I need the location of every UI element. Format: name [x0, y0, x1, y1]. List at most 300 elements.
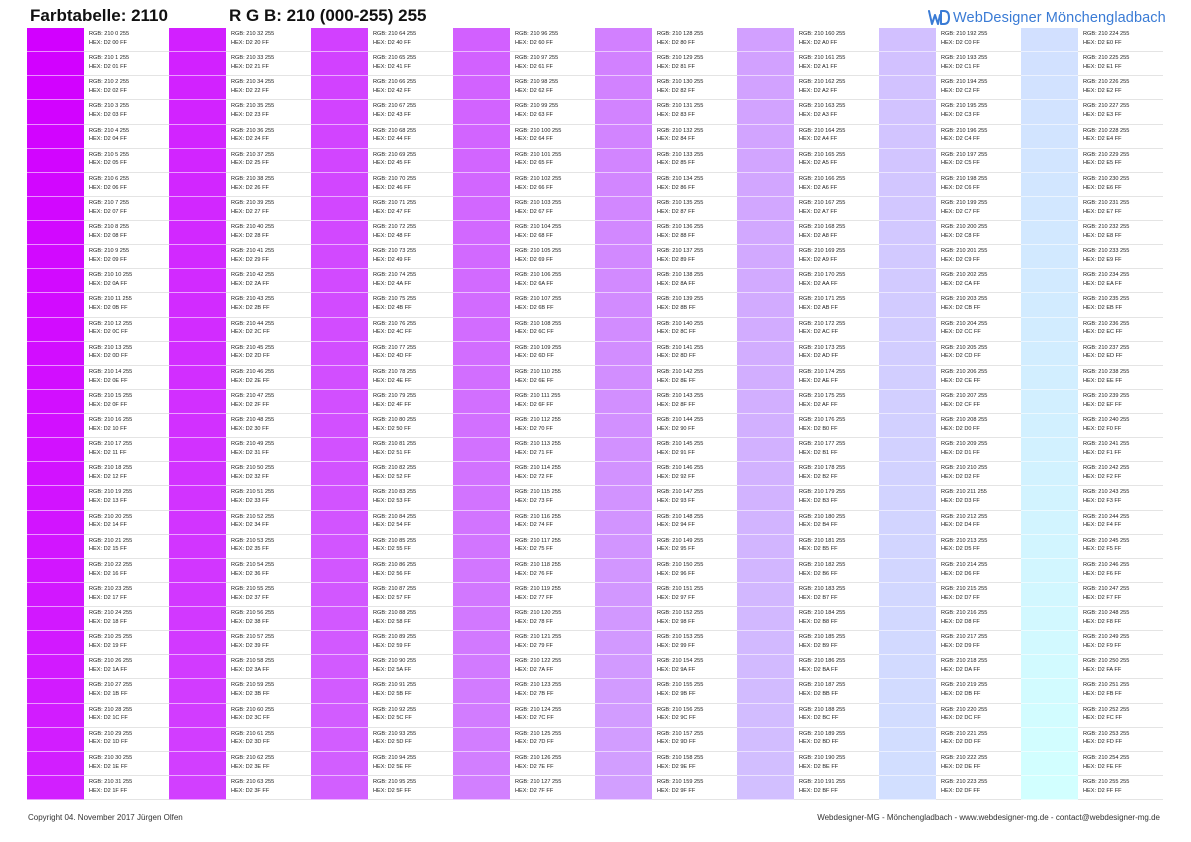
- color-label: [652, 776, 737, 800]
- rgb-value: RGB: 210 218 255: [941, 658, 988, 665]
- color-swatch: [737, 583, 794, 607]
- color-cell: [311, 149, 453, 173]
- color-cell: [595, 462, 737, 486]
- color-label: [1078, 125, 1163, 149]
- hex-value: HEX: D2 84 FF: [657, 136, 695, 143]
- rgb-value: RGB: 210 114 255: [515, 465, 561, 472]
- color-cell: [27, 704, 169, 728]
- color-swatch: [595, 583, 652, 607]
- rgb-value: RGB: 210 213 255: [941, 537, 988, 544]
- color-cell: [1021, 535, 1163, 559]
- rgb-value: RGB: 210 41 255: [231, 248, 275, 255]
- hex-value: HEX: D2 6D FF: [515, 353, 554, 360]
- color-swatch: [169, 704, 226, 728]
- color-label: [84, 607, 169, 631]
- color-label: [368, 655, 453, 679]
- color-label: [936, 245, 1021, 269]
- hex-value: HEX: D2 BA FF: [799, 667, 838, 674]
- rgb-value: RGB: 210 125 255: [515, 730, 562, 737]
- rgb-value: RGB: 210 77 255: [373, 344, 417, 351]
- hex-value: HEX: D2 BB FF: [799, 691, 839, 698]
- color-swatch: [1021, 149, 1078, 173]
- color-swatch: [1021, 462, 1078, 486]
- color-cell: [737, 28, 879, 52]
- color-cell: [737, 342, 879, 366]
- rgb-value: RGB: 210 30 255: [89, 754, 133, 761]
- rgb-value: RGB: 210 97 255: [515, 55, 559, 62]
- color-cell: [453, 149, 595, 173]
- color-label: [368, 269, 453, 293]
- color-label: [84, 366, 169, 390]
- color-cell: [311, 535, 453, 559]
- color-cell: [453, 366, 595, 390]
- color-cell: [27, 245, 169, 269]
- hex-value: HEX: D2 4A FF: [373, 281, 412, 288]
- hex-value: HEX: D2 D5 FF: [941, 546, 980, 553]
- hex-value: HEX: D2 74 FF: [515, 522, 553, 529]
- hex-value: HEX: D2 55 FF: [373, 546, 411, 553]
- color-swatch: [595, 438, 652, 462]
- color-label: [510, 607, 595, 631]
- rgb-value: RGB: 210 252 255: [1083, 706, 1130, 713]
- color-swatch: [737, 269, 794, 293]
- hex-value: HEX: D2 3F FF: [231, 787, 270, 794]
- rgb-value: RGB: 210 0 255: [89, 31, 130, 37]
- rgb-value: RGB: 210 107 255: [515, 296, 562, 303]
- hex-value: HEX: D2 72 FF: [515, 474, 553, 481]
- color-cell: [453, 197, 595, 221]
- color-label: [510, 776, 595, 800]
- rgb-value: RGB: 210 21 255: [89, 537, 133, 544]
- rgb-value: RGB: 210 89 255: [373, 634, 417, 641]
- color-label: [510, 559, 595, 583]
- hex-value: HEX: D2 FC FF: [1083, 715, 1123, 722]
- rgb-value: RGB: 210 34 255: [231, 79, 275, 86]
- color-swatch: [1021, 583, 1078, 607]
- color-table: [27, 28, 1163, 800]
- rgb-value: RGB: 210 14 255: [89, 368, 133, 375]
- color-cell: [169, 679, 311, 703]
- color-cell: [1021, 655, 1163, 679]
- color-swatch: [879, 173, 936, 197]
- rgb-value: RGB: 210 163 255: [799, 103, 846, 110]
- color-label: [1078, 486, 1163, 510]
- color-label: [510, 752, 595, 776]
- color-swatch: [595, 559, 652, 583]
- hex-value: HEX: D2 A0 FF: [799, 39, 838, 46]
- color-swatch: [169, 76, 226, 100]
- color-cell: [879, 583, 1021, 607]
- rgb-value: RGB: 210 123 255: [515, 682, 562, 689]
- rgb-value: RGB: 210 200 255: [941, 224, 988, 230]
- color-label: [1078, 679, 1163, 703]
- color-cell: [595, 752, 737, 776]
- color-label: [1078, 511, 1163, 535]
- color-cell: [1021, 269, 1163, 293]
- rgb-value: RGB: 210 50 255: [231, 465, 275, 472]
- color-cell: [879, 52, 1021, 76]
- color-label: [936, 583, 1021, 607]
- color-cell: [27, 269, 169, 293]
- color-label: [368, 28, 453, 52]
- color-swatch: [311, 607, 368, 631]
- color-swatch: [453, 559, 510, 583]
- color-swatch: [311, 100, 368, 124]
- color-swatch: [595, 173, 652, 197]
- rgb-value: RGB: 210 94 255: [373, 754, 417, 761]
- color-cell: [311, 100, 453, 124]
- rgb-value: RGB: 210 161 255: [799, 55, 846, 62]
- color-swatch: [737, 438, 794, 462]
- color-cell: [737, 76, 879, 100]
- color-swatch: [311, 390, 368, 414]
- color-cell: [595, 125, 737, 149]
- color-swatch: [453, 776, 510, 800]
- color-label: [936, 293, 1021, 317]
- rgb-value: RGB: 210 65 255: [373, 55, 417, 62]
- color-cell: [311, 414, 453, 438]
- color-swatch: [595, 728, 652, 752]
- color-label: [794, 366, 879, 390]
- color-label: [510, 52, 595, 76]
- hex-value: HEX: D2 88 FF: [657, 232, 695, 239]
- color-cell: [311, 173, 453, 197]
- color-label: [84, 752, 169, 776]
- color-swatch: [311, 631, 368, 655]
- hex-value: HEX: D2 78 FF: [515, 618, 553, 625]
- color-swatch: [453, 631, 510, 655]
- color-cell: [879, 438, 1021, 462]
- rgb-value: RGB: 210 187 255: [799, 682, 846, 689]
- hex-value: HEX: D2 B7 FF: [799, 594, 838, 601]
- rgb-value: RGB: 210 62 255: [231, 754, 275, 761]
- hex-value: HEX: D2 1C FF: [89, 715, 128, 722]
- color-label: [84, 245, 169, 269]
- color-swatch: [27, 293, 84, 317]
- color-label: [84, 704, 169, 728]
- rgb-value: RGB: 210 248 255: [1083, 610, 1130, 616]
- color-swatch: [169, 342, 226, 366]
- rgb-value: RGB: 210 5 255: [89, 151, 130, 158]
- color-cell: [311, 655, 453, 679]
- hex-value: HEX: D2 54 FF: [373, 522, 411, 529]
- rgb-value: RGB: 210 20 255: [89, 513, 133, 520]
- color-label: [368, 583, 453, 607]
- color-label: [1078, 583, 1163, 607]
- color-label: [936, 28, 1021, 52]
- color-cell: [169, 655, 311, 679]
- color-swatch: [1021, 535, 1078, 559]
- color-label: [368, 462, 453, 486]
- rgb-value: RGB: 210 112 255: [515, 417, 561, 423]
- hex-value: HEX: D2 19 FF: [89, 642, 127, 649]
- color-label: [936, 679, 1021, 703]
- color-label: [936, 462, 1021, 486]
- color-swatch: [879, 776, 936, 800]
- rgb-value: RGB: 210 51 255: [231, 489, 275, 496]
- color-label: [1078, 366, 1163, 390]
- rgb-value: RGB: 210 188 255: [799, 706, 846, 713]
- rgb-value: RGB: 210 52 255: [231, 513, 275, 520]
- hex-value: HEX: D2 48 FF: [373, 232, 411, 239]
- color-label: [368, 149, 453, 173]
- hex-value: HEX: D2 69 FF: [515, 256, 553, 263]
- hex-value: HEX: D2 E9 FF: [1083, 256, 1122, 263]
- color-swatch: [311, 583, 368, 607]
- hex-value: HEX: D2 4D FF: [373, 353, 412, 360]
- hex-value: HEX: D2 64 FF: [515, 136, 553, 143]
- hex-value: HEX: D2 92 FF: [657, 474, 695, 481]
- color-cell: [595, 366, 737, 390]
- color-label: [84, 221, 169, 245]
- color-cell: [453, 100, 595, 124]
- rgb-value: RGB: 210 136 255: [657, 224, 704, 230]
- color-cell: [737, 462, 879, 486]
- color-swatch: [169, 462, 226, 486]
- color-cell: [1021, 52, 1163, 76]
- color-swatch: [169, 293, 226, 317]
- color-swatch: [737, 100, 794, 124]
- rgb-value: RGB: 210 3 255: [89, 103, 130, 110]
- rgb-value: RGB: 210 191 255: [799, 778, 846, 785]
- hex-value: HEX: D2 D7 FF: [941, 594, 980, 601]
- color-cell: [737, 486, 879, 510]
- color-swatch: [595, 100, 652, 124]
- rgb-value: RGB: 210 156 255: [657, 706, 704, 713]
- rgb-value: RGB: 210 80 255: [373, 417, 417, 423]
- logo: [928, 8, 1166, 28]
- color-label: [510, 342, 595, 366]
- rgb-value: RGB: 210 102 255: [515, 175, 562, 182]
- rgb-value: RGB: 210 215 255: [941, 585, 988, 592]
- color-label: [1078, 438, 1163, 462]
- color-label: [368, 197, 453, 221]
- color-swatch: [27, 76, 84, 100]
- color-swatch: [27, 342, 84, 366]
- rgb-value: RGB: 210 11 255: [89, 296, 132, 303]
- color-swatch: [311, 52, 368, 76]
- hex-value: HEX: D2 EE FF: [1083, 377, 1123, 384]
- color-cell: [1021, 149, 1163, 173]
- color-cell: [169, 173, 311, 197]
- hex-value: HEX: D2 F6 FF: [1083, 570, 1122, 577]
- color-cell: [1021, 679, 1163, 703]
- color-swatch: [879, 52, 936, 76]
- color-swatch: [737, 293, 794, 317]
- color-cell: [595, 607, 737, 631]
- hex-value: HEX: D2 45 FF: [373, 160, 411, 167]
- color-label: [936, 752, 1021, 776]
- color-swatch: [879, 125, 936, 149]
- color-label: [652, 559, 737, 583]
- color-label: [936, 149, 1021, 173]
- hex-value: HEX: D2 FD FF: [1083, 739, 1123, 746]
- color-cell: [595, 245, 737, 269]
- color-label: [652, 173, 737, 197]
- color-swatch: [737, 125, 794, 149]
- hex-value: HEX: D2 5A FF: [373, 667, 412, 674]
- color-cell: [737, 52, 879, 76]
- color-label: [652, 655, 737, 679]
- color-cell: [879, 149, 1021, 173]
- color-label: [510, 462, 595, 486]
- color-label: [794, 655, 879, 679]
- rgb-value: RGB: 210 69 255: [373, 151, 417, 158]
- color-cell: [595, 52, 737, 76]
- color-cell: [595, 535, 737, 559]
- rgb-value: RGB: 210 84 255: [373, 513, 417, 520]
- color-label: [226, 342, 311, 366]
- rgb-value: RGB: 210 208 255: [941, 417, 988, 423]
- hex-value: HEX: D2 00 FF: [89, 39, 127, 46]
- color-cell: [27, 390, 169, 414]
- color-cell: [737, 318, 879, 342]
- color-cell: [595, 438, 737, 462]
- rgb-value: RGB: 210 40 255: [231, 224, 275, 230]
- color-label: [226, 535, 311, 559]
- color-label: [936, 511, 1021, 535]
- rgb-value: RGB: 210 251 255: [1083, 682, 1130, 689]
- color-cell: [595, 28, 737, 52]
- color-swatch: [595, 76, 652, 100]
- color-cell: [169, 631, 311, 655]
- color-swatch: [737, 679, 794, 703]
- rgb-value: RGB: 210 27 255: [89, 682, 133, 689]
- color-label: [794, 752, 879, 776]
- rgb-value: RGB: 210 150 255: [657, 561, 704, 568]
- rgb-value: RGB: 210 85 255: [373, 537, 417, 544]
- color-swatch: [879, 462, 936, 486]
- color-label: [368, 245, 453, 269]
- color-label: [510, 197, 595, 221]
- color-label: [936, 221, 1021, 245]
- color-cell: [27, 100, 169, 124]
- color-label: [368, 511, 453, 535]
- rgb-value: RGB: 210 63 255: [231, 778, 275, 785]
- rgb-value: RGB: 210 105 255: [515, 248, 562, 255]
- color-cell: [737, 728, 879, 752]
- color-cell: [879, 390, 1021, 414]
- color-swatch: [879, 728, 936, 752]
- color-cell: [453, 318, 595, 342]
- hex-value: HEX: D2 27 FF: [231, 208, 269, 215]
- color-swatch: [453, 728, 510, 752]
- color-cell: [453, 631, 595, 655]
- hex-value: HEX: D2 0C FF: [89, 329, 128, 336]
- rgb-value: RGB: 210 173 255: [799, 344, 846, 351]
- color-swatch: [453, 76, 510, 100]
- color-swatch: [169, 28, 226, 52]
- color-cell: [27, 149, 169, 173]
- color-swatch: [1021, 655, 1078, 679]
- rgb-value: RGB: 210 115 255: [515, 489, 561, 496]
- hex-value: HEX: D2 41 FF: [373, 63, 411, 70]
- rgb-subtitle: R G B: 210 (000-255) 255: [229, 6, 427, 25]
- color-swatch: [595, 269, 652, 293]
- color-cell: [1021, 752, 1163, 776]
- hex-value: HEX: D2 D4 FF: [941, 522, 980, 529]
- color-cell: [595, 704, 737, 728]
- rgb-value: RGB: 210 28 255: [89, 706, 133, 713]
- color-label: [84, 631, 169, 655]
- color-cell: [595, 511, 737, 535]
- rgb-value: RGB: 210 110 255: [515, 368, 561, 375]
- color-label: [794, 511, 879, 535]
- color-swatch: [737, 221, 794, 245]
- color-cell: [879, 631, 1021, 655]
- hex-value: HEX: D2 31 FF: [231, 449, 269, 456]
- color-swatch: [169, 607, 226, 631]
- color-label: [652, 149, 737, 173]
- rgb-value: RGB: 210 59 255: [231, 682, 275, 689]
- rgb-value: RGB: 210 111 255: [515, 392, 561, 399]
- color-label: [652, 125, 737, 149]
- hex-value: HEX: D2 02 FF: [89, 88, 127, 95]
- color-label: [368, 76, 453, 100]
- color-label: [936, 318, 1021, 342]
- color-swatch: [169, 269, 226, 293]
- hex-value: HEX: D2 B4 FF: [799, 522, 838, 529]
- color-cell: [1021, 318, 1163, 342]
- color-cell: [27, 728, 169, 752]
- color-swatch: [311, 366, 368, 390]
- color-swatch: [311, 704, 368, 728]
- color-swatch: [27, 173, 84, 197]
- color-label: [226, 583, 311, 607]
- color-cell: [595, 776, 737, 800]
- color-column: [879, 28, 1021, 800]
- color-label: [84, 511, 169, 535]
- hex-value: HEX: D2 6E FF: [515, 377, 554, 384]
- color-cell: [595, 100, 737, 124]
- color-swatch: [879, 197, 936, 221]
- color-swatch: [879, 583, 936, 607]
- color-label: [84, 655, 169, 679]
- rgb-value: RGB: 210 232 255: [1083, 224, 1130, 230]
- rgb-value: RGB: 210 118 255: [515, 561, 561, 568]
- color-swatch: [595, 318, 652, 342]
- color-label: [1078, 76, 1163, 100]
- color-cell: [453, 76, 595, 100]
- hex-value: HEX: D2 94 FF: [657, 522, 695, 529]
- color-cell: [1021, 197, 1163, 221]
- hex-value: HEX: D2 D9 FF: [941, 642, 980, 649]
- hex-value: HEX: D2 BF FF: [799, 787, 838, 794]
- color-cell: [311, 269, 453, 293]
- color-swatch: [879, 76, 936, 100]
- color-cell: [737, 390, 879, 414]
- rgb-value: RGB: 210 140 255: [657, 320, 704, 327]
- color-swatch: [879, 607, 936, 631]
- color-cell: [1021, 728, 1163, 752]
- hex-value: HEX: D2 3E FF: [231, 763, 270, 770]
- hex-value: HEX: D2 91 FF: [657, 449, 695, 456]
- color-cell: [453, 269, 595, 293]
- color-swatch: [595, 607, 652, 631]
- color-cell: [169, 438, 311, 462]
- color-cell: [311, 679, 453, 703]
- color-label: [510, 269, 595, 293]
- color-label: [226, 631, 311, 655]
- color-cell: [169, 414, 311, 438]
- color-swatch: [595, 535, 652, 559]
- rgb-value: RGB: 210 99 255: [515, 103, 559, 110]
- color-label: [1078, 28, 1163, 52]
- hex-value: HEX: D2 AB FF: [799, 305, 838, 312]
- hex-value: HEX: D2 D6 FF: [941, 570, 980, 577]
- color-label: [794, 197, 879, 221]
- color-swatch: [1021, 173, 1078, 197]
